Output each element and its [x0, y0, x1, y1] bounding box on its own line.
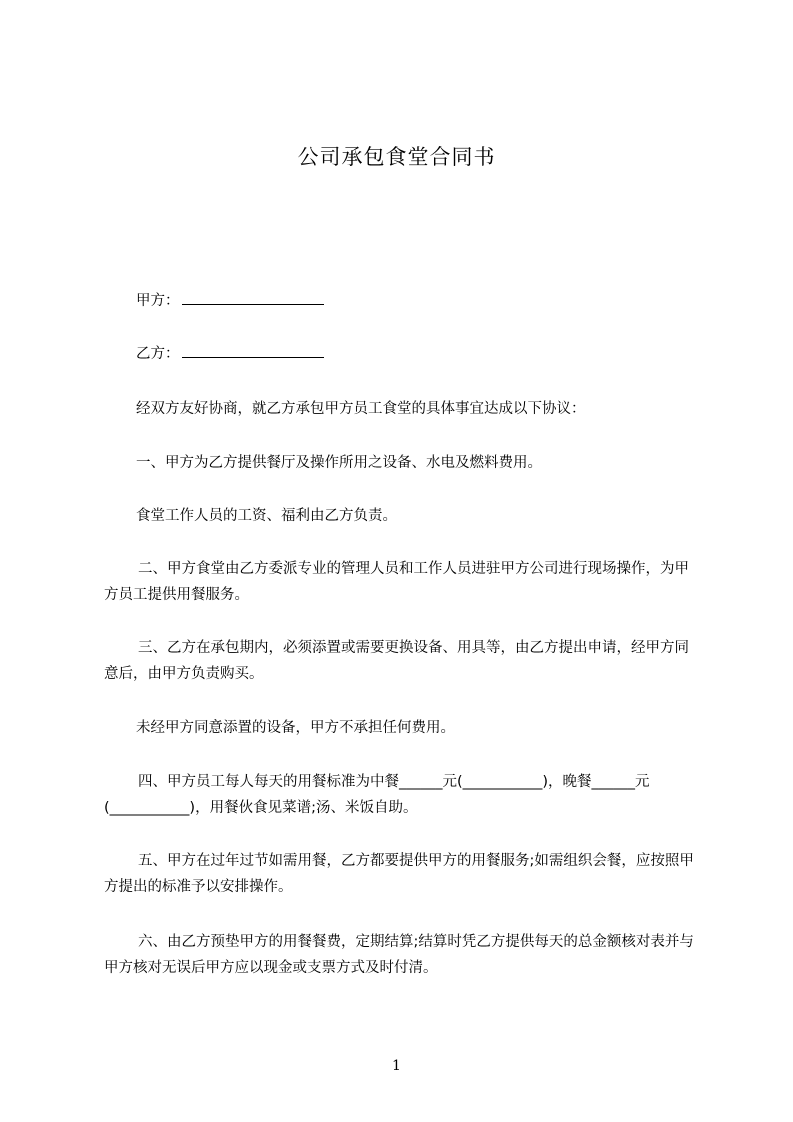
party-b-label: 乙方：: [136, 346, 180, 362]
party-a-label: 甲方：: [136, 293, 180, 309]
clause-3-note: 未经甲方同意添置的设备，甲方不承担任何费用。: [136, 720, 455, 736]
intro-paragraph: 经双方友好协商，就乙方承包甲方员工食堂的具体事宜达成以下协议：: [136, 401, 586, 417]
document-title: 公司承包食堂合同书: [297, 145, 496, 169]
party-a-field: [136, 288, 324, 314]
clause-5: 五、甲方在过年过节如需用餐，乙方都要提供甲方的用餐服务;如需组织会餐，应按照甲方提出的标准予以安排操作。: [104, 853, 694, 895]
clause-1: 一、甲方为乙方提供餐厅及操作所用之设备、水电及燃料费用。: [136, 455, 542, 471]
clause-4: 四、甲方员工每人每天的用餐标准为中餐______元(___________)，晚餐______元(___________)，用餐伙食见菜谱;汤、米饭自助。: [104, 774, 650, 816]
page-number: 1: [392, 1058, 401, 1074]
clause-2: 二、甲方食堂由乙方委派专业的管理人员和工作人员进驻甲方公司进行现场操作，为甲方员工提供用餐服务。: [104, 561, 689, 603]
party-a-blank-line: [182, 288, 324, 305]
party-b-blank-line: [182, 341, 324, 358]
party-b-field: [136, 341, 324, 367]
clause-1-note: 食堂工作人员的工资、福利由乙方负责。: [136, 508, 397, 524]
clause-3: 三、乙方在承包期内，必须添置或需要更换设备、用具等，由乙方提出申请，经甲方同意后，由甲方负责购买。: [104, 640, 689, 682]
clause-6: 六、由乙方预垫甲方的用餐餐费，定期结算;结算时凭乙方提供每天的总金额核对表并与甲方核对无误后甲方应以现金或支票方式及时付清。: [104, 934, 694, 976]
